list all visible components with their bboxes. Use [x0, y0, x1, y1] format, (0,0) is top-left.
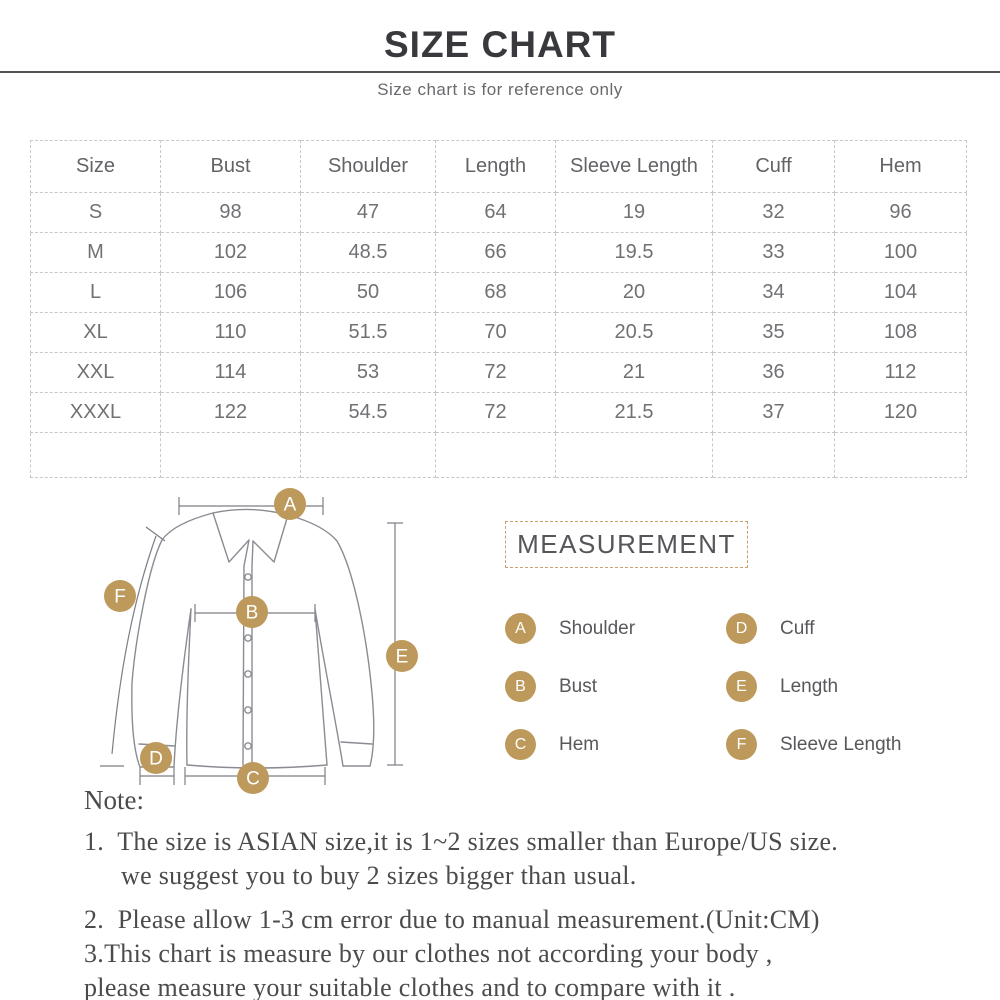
table-cell: 108	[835, 313, 967, 353]
legend-badge-a: A	[505, 613, 536, 644]
table-row-xxl	[31, 353, 967, 393]
legend-item-sleeve-length	[726, 729, 902, 760]
table-cell: 20	[556, 273, 713, 313]
table-cell: 34	[713, 273, 835, 313]
svg-text:D: D	[149, 748, 163, 770]
page-title: SIZE CHART	[384, 24, 616, 65]
column-header-bust: Bust	[161, 141, 301, 193]
note-line-4: 3.This chart is measure by our clothes not according your body ,	[84, 939, 773, 968]
table-cell: 120	[835, 393, 967, 433]
legend-badge-c: C	[505, 729, 536, 760]
table-cell: 37	[713, 393, 835, 433]
diagram-badge-length	[386, 640, 418, 672]
column-header-size: Size	[31, 141, 161, 193]
legend-badge-b: B	[505, 671, 536, 702]
table-cell: 51.5	[301, 313, 436, 353]
table-cell: S	[31, 193, 161, 233]
legend-label: Cuff	[780, 617, 815, 639]
diagram-badges	[104, 488, 418, 794]
table-cell: 53	[301, 353, 436, 393]
legend-label: Hem	[559, 733, 600, 755]
column-header-length: Length	[436, 141, 556, 193]
size-table-header-row	[31, 141, 967, 193]
table-cell: 19	[556, 193, 713, 233]
legend-item-length	[726, 671, 902, 702]
table-cell: 112	[835, 353, 967, 393]
table-cell: XXL	[31, 353, 161, 393]
table-cell: 96	[835, 193, 967, 233]
size-table	[30, 140, 967, 478]
table-cell: 33	[713, 233, 835, 273]
diagram-badge-cuff	[140, 742, 172, 774]
measure-line-sleeve-length	[112, 536, 156, 754]
legend-label: Sleeve Length	[780, 733, 902, 755]
table-cell: 104	[835, 273, 967, 313]
table-cell: 20.5	[556, 313, 713, 353]
table-cell: 64	[436, 193, 556, 233]
title-divider	[0, 71, 1000, 73]
legend-item-cuff	[726, 613, 902, 644]
table-row-s	[31, 193, 967, 233]
note-line-3: 2. Please allow 1-3 cm error due to manual measurement.(Unit:CM)	[84, 905, 820, 934]
diagram-badge-bust	[236, 596, 268, 628]
table-row-xxxl	[31, 393, 967, 433]
measurement-box-title: MEASUREMENT	[505, 521, 748, 568]
legend-label: Shoulder	[559, 617, 636, 639]
table-row-m	[31, 233, 967, 273]
svg-text:C: C	[246, 768, 260, 790]
legend-item-bust	[505, 671, 726, 702]
svg-text:A: A	[283, 494, 297, 516]
table-cell: 122	[161, 393, 301, 433]
diagram-badge-shoulder	[274, 488, 306, 520]
table-row-l	[31, 273, 967, 313]
table-cell: 106	[161, 273, 301, 313]
table-cell: 35	[713, 313, 835, 353]
table-cell: 48.5	[301, 233, 436, 273]
svg-text:F: F	[114, 586, 126, 608]
table-row-xl	[31, 313, 967, 353]
svg-text:E: E	[395, 646, 409, 668]
table-cell: 110	[161, 313, 301, 353]
table-cell: XL	[31, 313, 161, 353]
note-line-1: 1. The size is ASIAN size,it is 1~2 sizes smaller than Europe/US size.	[84, 827, 839, 856]
table-cell: 100	[835, 233, 967, 273]
table-cell: 72	[436, 393, 556, 433]
legend-item-hem	[505, 729, 726, 760]
table-cell: 102	[161, 233, 301, 273]
shirt-diagram	[72, 478, 432, 818]
table-cell: 47	[301, 193, 436, 233]
table-cell: 50	[301, 273, 436, 313]
table-cell: 98	[161, 193, 301, 233]
table-cell: 32	[713, 193, 835, 233]
legend-label: Length	[780, 675, 839, 697]
table-cell: 21	[556, 353, 713, 393]
column-header-hem: Hem	[835, 141, 967, 193]
table-cell: 114	[161, 353, 301, 393]
legend-badge-f: F	[726, 729, 757, 760]
note-line-5: please measure your suitable clothes and to compare with it .	[84, 973, 736, 1000]
table-cell: 54.5	[301, 393, 436, 433]
table-cell: 66	[436, 233, 556, 273]
column-header-cuff: Cuff	[713, 141, 835, 193]
table-cell: 36	[713, 353, 835, 393]
notes-section	[84, 784, 984, 1000]
legend-item-shoulder	[505, 613, 726, 644]
table-cell: 72	[436, 353, 556, 393]
svg-text:B: B	[245, 602, 259, 624]
shirt-outline	[132, 509, 374, 768]
table-cell: M	[31, 233, 161, 273]
legend-badge-e: E	[726, 671, 757, 702]
table-cell: 68	[436, 273, 556, 313]
measurement-legend	[505, 613, 902, 760]
table-row-empty	[31, 433, 967, 478]
table-cell: 70	[436, 313, 556, 353]
column-header-sleeve-length: Sleeve Length	[556, 141, 713, 193]
table-cell: L	[31, 273, 161, 313]
notes-heading: Note:	[84, 785, 144, 815]
legend-badge-d: D	[726, 613, 757, 644]
table-cell: 21.5	[556, 393, 713, 433]
page-subtitle: Size chart is for reference only	[377, 80, 623, 99]
diagram-badge-sleeve-length	[104, 580, 136, 612]
note-line-2: we suggest you to buy 2 sizes bigger than usual.	[121, 861, 637, 890]
column-header-shoulder: Shoulder	[301, 141, 436, 193]
legend-label: Bust	[559, 675, 598, 697]
table-cell: 19.5	[556, 233, 713, 273]
table-cell: XXXL	[31, 393, 161, 433]
